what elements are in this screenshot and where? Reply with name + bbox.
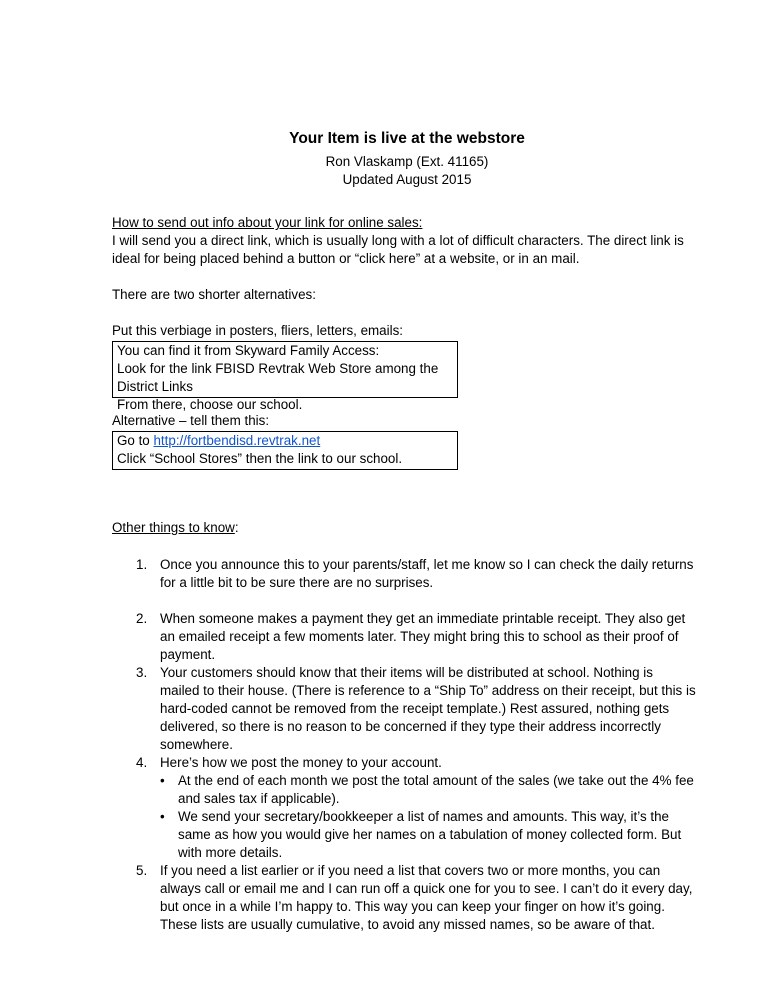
revtrak-link[interactable]: http://fortbendisd.revtrak.net (153, 433, 321, 448)
bullet-icon: • (160, 809, 165, 824)
verbiage-label: Put this verbiage in posters, fliers, letters, emails: (112, 323, 403, 338)
alternative-label: Alternative – tell them this: (112, 413, 270, 428)
other-heading-line (112, 519, 702, 537)
alternatives-intro: There are two shorter alternatives: (112, 287, 316, 302)
verbiage-line-3: From there, choose our school. (117, 397, 303, 412)
list-text: Your customers should know that their items will be distributed at school. Nothing is mailed to their house. (There is reference to a “Ship To” address on their receipt, but this is hard-coded cannot be removed from the receipt template.) Rest assured, nothing gets delivered, so there is no reason to be concerned if they type their address incorrectly somewhere. (160, 665, 696, 752)
document-title: Your Item is live at the webstore (289, 130, 525, 147)
author-line: Ron Vlaskamp (Ext. 41165) (325, 154, 489, 169)
list-number: 2. (136, 611, 148, 626)
alternative-box (112, 431, 458, 470)
list-text: Here’s how we post the money to your account. (160, 755, 442, 770)
list-text-block (160, 754, 696, 862)
bullet-text: We send your secretary/bookkeeper a list of names and amounts. This way, it’s the same as how you would give her names on a tabulation of money collected form. But with more details. (178, 809, 682, 860)
list-text: If you need a list earlier or if you need a list that covers two or more months, you can always call or email me and I can run off a quick one for you to see. I can’t do it every day, but once in a while I’m happy to. This way you can keep your finger on how it’s going. These lists are usually cumulative, to avoid any missed names, so be aware of that. (160, 863, 693, 932)
go-to-text: Go to (117, 433, 154, 448)
list-number: 4. (136, 755, 148, 770)
updated-line: Updated August 2015 (342, 172, 472, 187)
bullet-item (160, 772, 696, 808)
intro-section (112, 214, 702, 268)
bullet-icon: • (160, 773, 165, 788)
alternative-line-2: Click “School Stores” then the link to our school. (117, 451, 403, 466)
list-number: 5. (136, 863, 148, 878)
list-text: Once you announce this to your parents/staff, let me know so I can check the daily returns for a little bit to be sure there are no surprises. (160, 557, 694, 590)
list-text: When someone makes a payment they get an immediate printable receipt. They also get an emailed receipt a few moments later. They might bring this to school as their proof of payment. (160, 611, 686, 662)
verbiage-box (112, 341, 458, 412)
intro-text: I will send you a direct link, which is usually long with a lot of difficult characters. The direct link is ideal for being placed behind a button or “click here” at a website, or in an mail. (112, 233, 684, 266)
bullet-item (160, 808, 696, 862)
alternative-line-1 (117, 432, 453, 450)
other-heading-colon: : (234, 520, 239, 535)
other-heading: Other things to know (112, 520, 235, 535)
bullet-text: At the end of each month we post the total amount of the sales (we take out the 4% fee and sales tax if applicable). (178, 773, 694, 806)
list-number: 3. (136, 665, 148, 680)
list-number: 1. (136, 557, 148, 572)
intro-heading: How to send out info about your link for online sales: (112, 215, 423, 230)
verbiage-line-2: Look for the link FBISD Revtrak Web Store among the District Links (117, 361, 439, 394)
verbiage-line-1: You can find it from Skyward Family Access: (117, 343, 380, 358)
